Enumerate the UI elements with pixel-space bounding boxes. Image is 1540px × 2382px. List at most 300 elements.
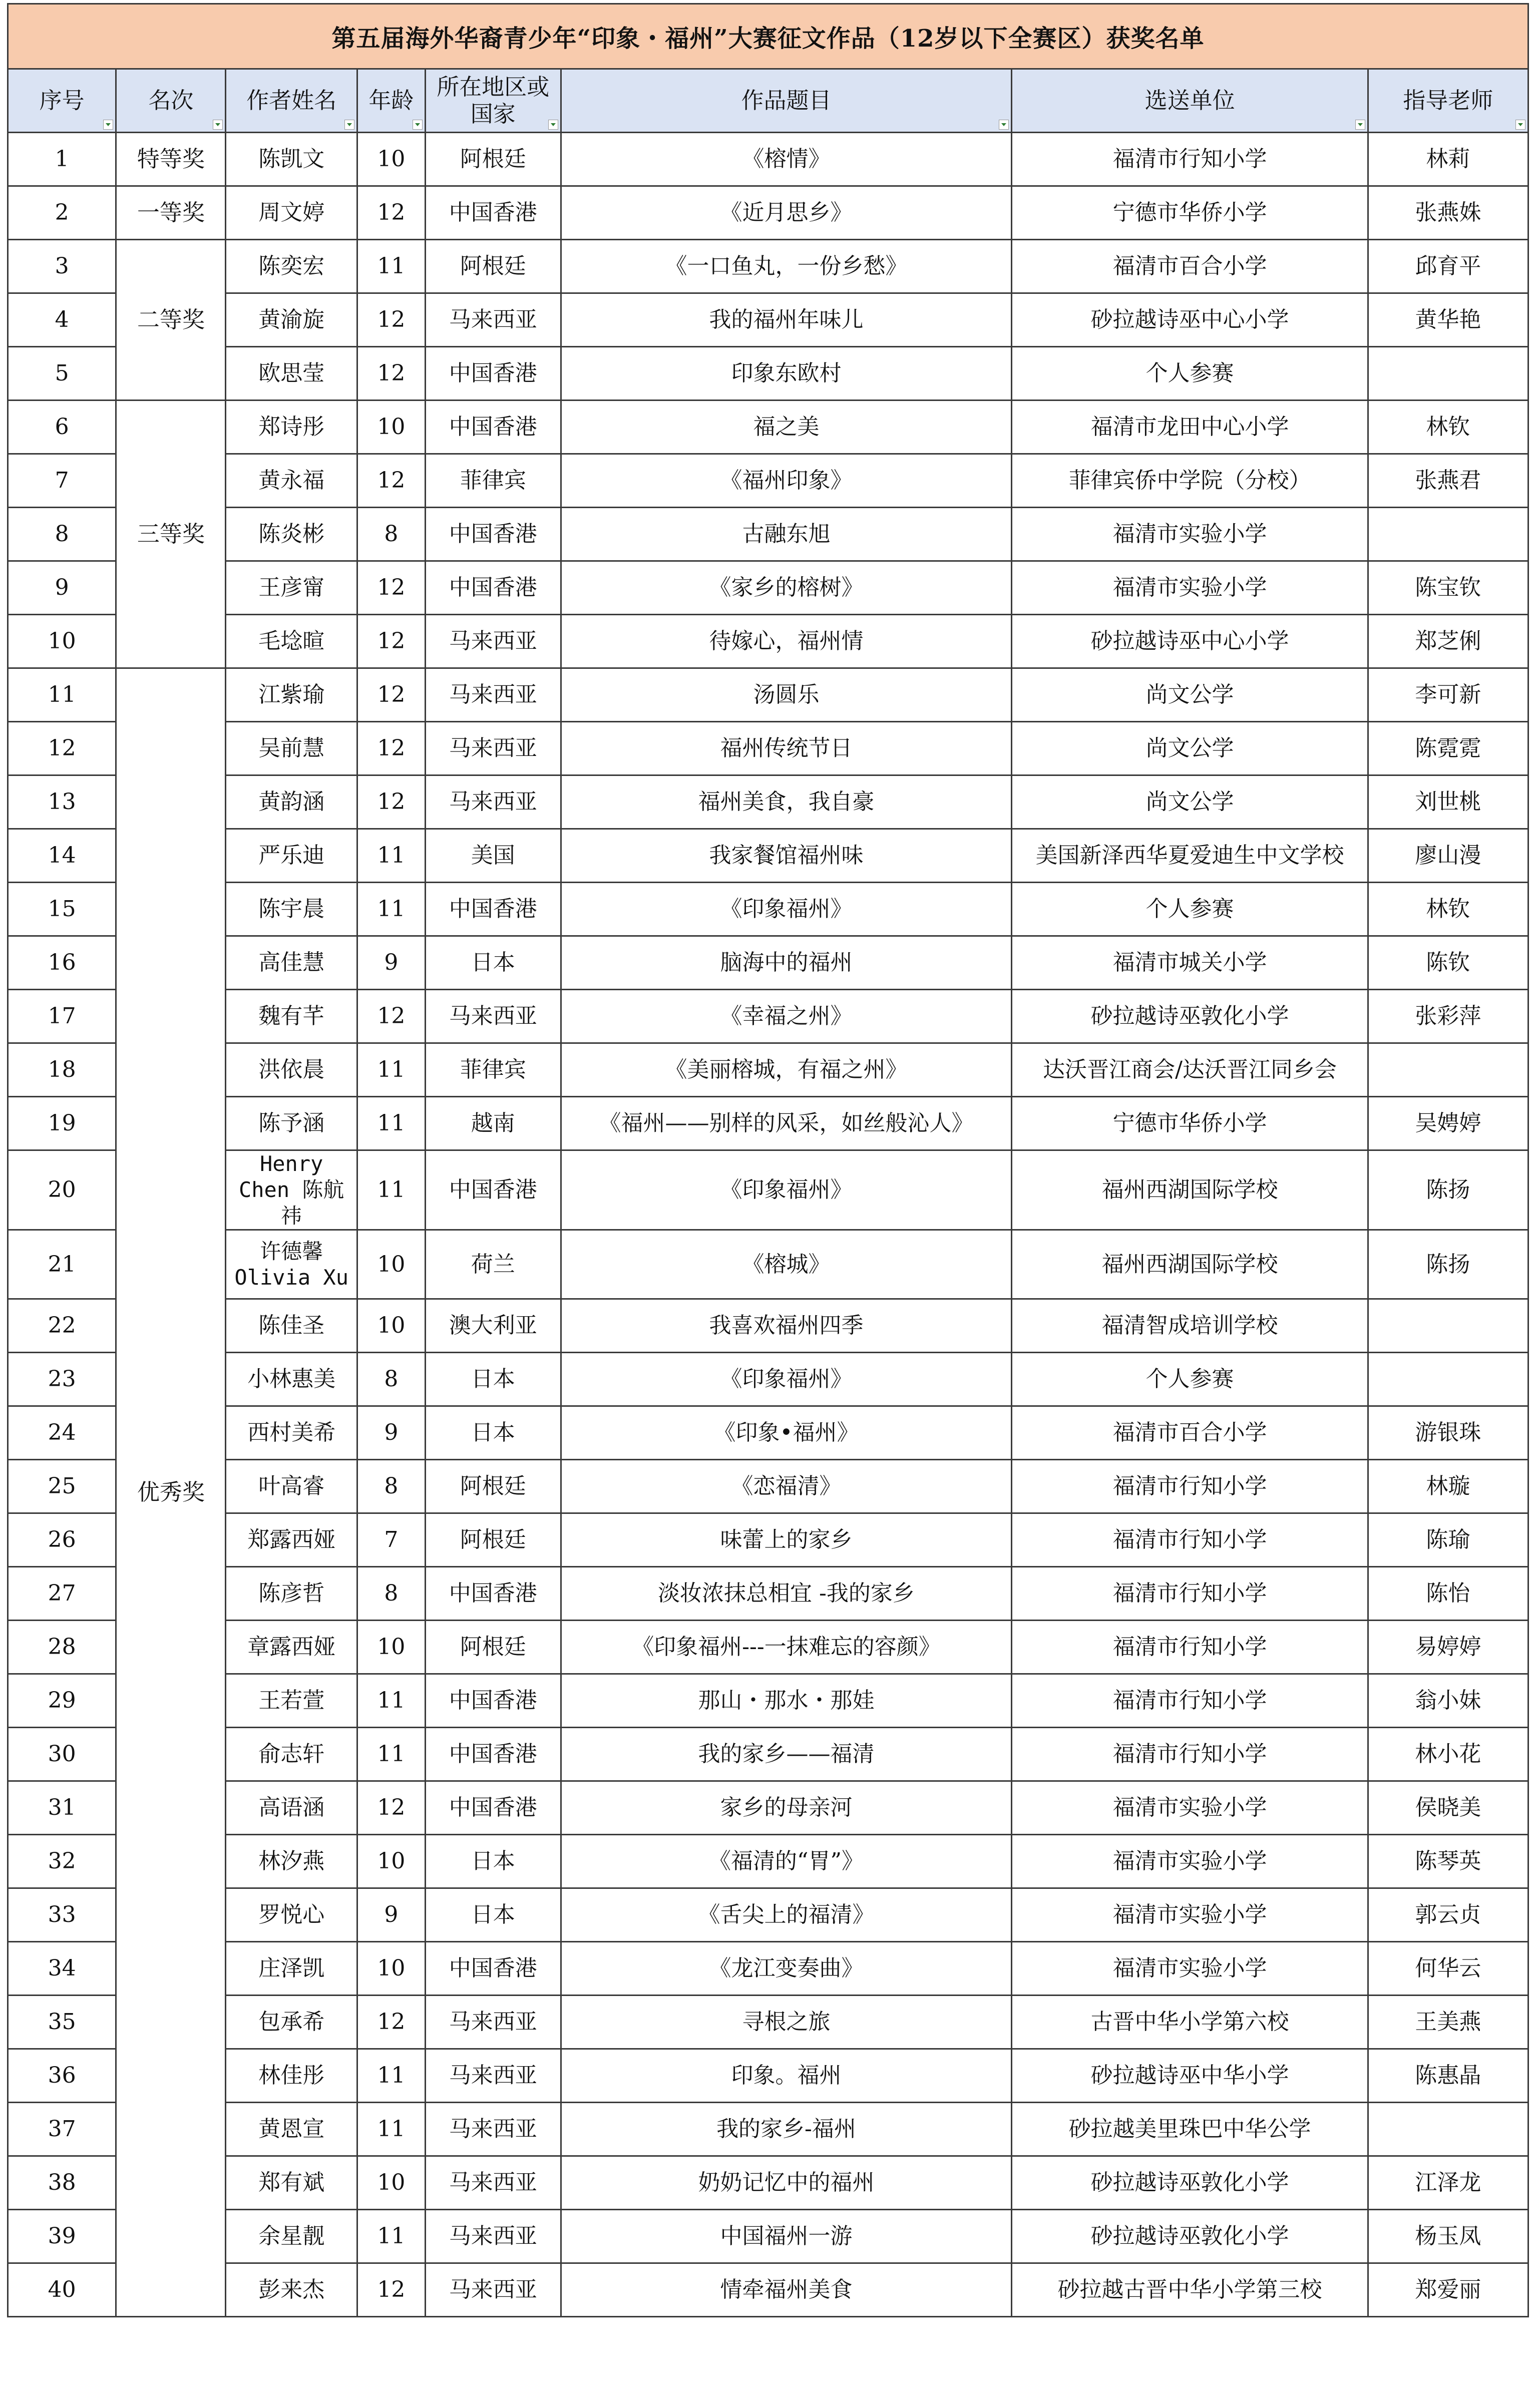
cell-unit: 福州西湖国际学校 <box>1012 1150 1368 1230</box>
table-row <box>8 615 1528 668</box>
cell-teacher: 游银珠 <box>1368 1406 1528 1460</box>
cell-age: 11 <box>357 829 425 883</box>
filter-dropdown-icon[interactable] <box>103 120 113 130</box>
cell-author-name: 魏有芊 <box>226 990 357 1043</box>
table-row <box>8 508 1528 561</box>
cell-age: 10 <box>357 1230 425 1299</box>
cell-number: 9 <box>8 561 116 615</box>
cell-number: 27 <box>8 1567 116 1621</box>
cell-region: 日本 <box>425 1406 561 1460</box>
col-header-number <box>8 69 116 133</box>
table-row <box>8 1942 1528 1996</box>
cell-author-name: 郑有斌 <box>226 2156 357 2210</box>
cell-work-title: 《印象•福州》 <box>561 1406 1012 1460</box>
cell-number: 33 <box>8 1888 116 1942</box>
cell-author-name: 陈凯文 <box>226 133 357 186</box>
cell-age: 12 <box>357 293 425 347</box>
cell-region: 中国香港 <box>425 347 561 401</box>
cell-author-name: 俞志轩 <box>226 1728 357 1781</box>
cell-age: 12 <box>357 615 425 668</box>
cell-number: 19 <box>8 1097 116 1150</box>
table-row <box>8 775 1528 829</box>
cell-region: 马来西亚 <box>425 2210 561 2263</box>
cell-unit: 达沃晋江商会/达沃晋江同乡会 <box>1012 1043 1368 1097</box>
cell-teacher: 何华云 <box>1368 1942 1528 1996</box>
cell-work-title: 福州美食，我自豪 <box>561 775 1012 829</box>
cell-number: 25 <box>8 1460 116 1513</box>
cell-unit: 福清市行知小学 <box>1012 1567 1368 1621</box>
cell-age: 11 <box>357 2103 425 2156</box>
cell-teacher <box>1368 347 1528 401</box>
cell-work-title: 福州传统节日 <box>561 722 1012 775</box>
cell-region: 马来西亚 <box>425 2263 561 2317</box>
table-row <box>8 240 1528 293</box>
table-row <box>8 2210 1528 2263</box>
filter-dropdown-icon[interactable] <box>1355 120 1365 130</box>
table-row <box>8 1150 1528 1230</box>
table-row <box>8 2156 1528 2210</box>
table-row <box>8 2103 1528 2156</box>
table-row <box>8 454 1528 508</box>
cell-teacher: 林小花 <box>1368 1728 1528 1781</box>
table-row <box>8 1888 1528 1942</box>
cell-unit: 福清市实验小学 <box>1012 561 1368 615</box>
cell-region: 马来西亚 <box>425 293 561 347</box>
col-header-region <box>425 69 561 133</box>
cell-work-title: 《榕情》 <box>561 133 1012 186</box>
table-row <box>8 293 1528 347</box>
cell-number: 11 <box>8 668 116 722</box>
cell-unit: 福清市行知小学 <box>1012 1513 1368 1567</box>
cell-work-title: 《印象福州---一抹难忘的容颜》 <box>561 1621 1012 1674</box>
cell-number: 26 <box>8 1513 116 1567</box>
cell-age: 12 <box>357 2263 425 2317</box>
cell-region: 中国香港 <box>425 1781 561 1835</box>
cell-teacher: 陈琴英 <box>1368 1835 1528 1888</box>
cell-author-name: 林佳彤 <box>226 2049 357 2103</box>
table-row <box>8 1353 1528 1406</box>
cell-unit: 古晋中华小学第六校 <box>1012 1996 1368 2049</box>
cell-unit: 个人参赛 <box>1012 1353 1368 1406</box>
cell-region: 澳大利亚 <box>425 1299 561 1353</box>
cell-author-name: 庄泽凯 <box>226 1942 357 1996</box>
cell-number: 21 <box>8 1230 116 1299</box>
cell-age: 11 <box>357 2049 425 2103</box>
cell-age: 10 <box>357 2156 425 2210</box>
cell-author-name: 郑诗彤 <box>226 401 357 454</box>
cell-unit: 福清市实验小学 <box>1012 1888 1368 1942</box>
filter-dropdown-icon[interactable] <box>999 120 1009 130</box>
cell-unit: 福清智成培训学校 <box>1012 1299 1368 1353</box>
cell-unit: 美国新泽西华夏爱迪生中文学校 <box>1012 829 1368 883</box>
filter-dropdown-icon[interactable] <box>213 120 223 130</box>
cell-teacher: 郭云贞 <box>1368 1888 1528 1942</box>
award-sheet <box>7 3 1529 2317</box>
table-row <box>8 990 1528 1043</box>
cell-age: 9 <box>357 936 425 990</box>
table-row <box>8 1097 1528 1150</box>
cell-work-title: 《福清的“胃”》 <box>561 1835 1012 1888</box>
col-header-teacher <box>1368 69 1528 133</box>
header-row <box>8 69 1528 133</box>
cell-region: 中国香港 <box>425 508 561 561</box>
table-row <box>8 401 1528 454</box>
cell-work-title: 《印象福州》 <box>561 1353 1012 1406</box>
cell-teacher: 邱育平 <box>1368 240 1528 293</box>
cell-unit: 砂拉越诗巫中心小学 <box>1012 615 1368 668</box>
cell-region: 中国香港 <box>425 401 561 454</box>
cell-author-name: 西村美希 <box>226 1406 357 1460</box>
cell-teacher: 易婷婷 <box>1368 1621 1528 1674</box>
cell-age: 11 <box>357 1097 425 1150</box>
cell-number: 7 <box>8 454 116 508</box>
cell-unit: 尚文公学 <box>1012 668 1368 722</box>
cell-region: 中国香港 <box>425 883 561 936</box>
cell-work-title: 福之美 <box>561 401 1012 454</box>
cell-age: 12 <box>357 454 425 508</box>
header-label: 指导老师 <box>1403 87 1493 114</box>
cell-teacher: 黄华艳 <box>1368 293 1528 347</box>
cell-teacher <box>1368 508 1528 561</box>
filter-dropdown-icon[interactable] <box>413 120 423 130</box>
cell-work-title: 待嫁心，福州情 <box>561 615 1012 668</box>
header-label: 序号 <box>39 87 85 114</box>
cell-number: 1 <box>8 133 116 186</box>
table-row <box>8 1513 1528 1567</box>
cell-author-name: 黄韵涵 <box>226 775 357 829</box>
col-header-rank <box>116 69 226 133</box>
cell-author-name: 高语涵 <box>226 1781 357 1835</box>
cell-work-title: 《恋福清》 <box>561 1460 1012 1513</box>
cell-number: 22 <box>8 1299 116 1353</box>
table-row <box>8 1043 1528 1097</box>
cell-work-title: 我喜欢福州四季 <box>561 1299 1012 1353</box>
cell-age: 11 <box>357 1728 425 1781</box>
cell-region: 菲律宾 <box>425 454 561 508</box>
cell-unit: 福清市行知小学 <box>1012 1460 1368 1513</box>
cell-number: 15 <box>8 883 116 936</box>
cell-number: 35 <box>8 1996 116 2049</box>
cell-age: 10 <box>357 1942 425 1996</box>
cell-unit: 砂拉越古晋中华小学第三校 <box>1012 2263 1368 2317</box>
table-row <box>8 186 1528 240</box>
cell-unit: 个人参赛 <box>1012 347 1368 401</box>
cell-author-name: 王若萱 <box>226 1674 357 1728</box>
cell-unit: 宁德市华侨小学 <box>1012 1097 1368 1150</box>
cell-unit: 砂拉越诗巫中华小学 <box>1012 2049 1368 2103</box>
cell-age: 12 <box>357 722 425 775</box>
cell-work-title: 古融东旭 <box>561 508 1012 561</box>
cell-work-title: 《龙江变奏曲》 <box>561 1942 1012 1996</box>
cell-work-title: 脑海中的福州 <box>561 936 1012 990</box>
header-label: 作者姓名 <box>246 87 337 114</box>
cell-region: 日本 <box>425 936 561 990</box>
cell-region: 日本 <box>425 1835 561 1888</box>
cell-work-title: 情牵福州美食 <box>561 2263 1012 2317</box>
filter-dropdown-icon[interactable] <box>1515 120 1525 130</box>
cell-work-title: 《福州印象》 <box>561 454 1012 508</box>
cell-author-name: 吴前慧 <box>226 722 357 775</box>
cell-teacher: 林璇 <box>1368 1460 1528 1513</box>
filter-dropdown-icon[interactable] <box>344 120 354 130</box>
table-row <box>8 1996 1528 2049</box>
cell-work-title: 印象。福州 <box>561 2049 1012 2103</box>
cell-number: 12 <box>8 722 116 775</box>
cell-unit: 砂拉越诗巫中心小学 <box>1012 293 1368 347</box>
cell-unit: 砂拉越诗巫敦化小学 <box>1012 2210 1368 2263</box>
cell-age: 10 <box>357 133 425 186</box>
cell-region: 中国香港 <box>425 561 561 615</box>
cell-author-name: 陈予涵 <box>226 1097 357 1150</box>
cell-work-title: 《家乡的榕树》 <box>561 561 1012 615</box>
cell-work-title: 味蕾上的家乡 <box>561 1513 1012 1567</box>
cell-region: 中国香港 <box>425 1567 561 1621</box>
table-row <box>8 1835 1528 1888</box>
cell-number: 34 <box>8 1942 116 1996</box>
cell-unit: 福清市百合小学 <box>1012 1406 1368 1460</box>
cell-teacher: 陈怡 <box>1368 1567 1528 1621</box>
cell-author-name: 王彦甯 <box>226 561 357 615</box>
cell-region: 马来西亚 <box>425 668 561 722</box>
cell-number: 2 <box>8 186 116 240</box>
cell-unit: 福清市实验小学 <box>1012 508 1368 561</box>
table-row <box>8 1674 1528 1728</box>
cell-age: 10 <box>357 401 425 454</box>
cell-unit: 福清市城关小学 <box>1012 936 1368 990</box>
cell-region: 阿根廷 <box>425 1513 561 1567</box>
cell-work-title: 《一口鱼丸，一份乡愁》 <box>561 240 1012 293</box>
table-row <box>8 1230 1528 1299</box>
cell-work-title: 《印象福州》 <box>561 883 1012 936</box>
cell-unit: 福清市实验小学 <box>1012 1942 1368 1996</box>
title-row <box>8 4 1528 69</box>
cell-unit: 福清市龙田中心小学 <box>1012 401 1368 454</box>
table-row <box>8 722 1528 775</box>
cell-region: 荷兰 <box>425 1230 561 1299</box>
cell-author-name: 周文婷 <box>226 186 357 240</box>
table-row <box>8 1781 1528 1835</box>
cell-region: 阿根廷 <box>425 133 561 186</box>
cell-author-name: 陈宇晨 <box>226 883 357 936</box>
table-row <box>8 1406 1528 1460</box>
cell-work-title: 汤圆乐 <box>561 668 1012 722</box>
table-row <box>8 347 1528 401</box>
cell-age: 11 <box>357 883 425 936</box>
cell-region: 越南 <box>425 1097 561 1150</box>
cell-region: 中国香港 <box>425 1728 561 1781</box>
cell-author-name: 陈彦哲 <box>226 1567 357 1621</box>
cell-unit: 福清市百合小学 <box>1012 240 1368 293</box>
cell-age: 12 <box>357 561 425 615</box>
table-row <box>8 668 1528 722</box>
cell-number: 23 <box>8 1353 116 1406</box>
award-table <box>7 3 1529 2317</box>
cell-number: 18 <box>8 1043 116 1097</box>
cell-age: 12 <box>357 347 425 401</box>
cell-number: 17 <box>8 990 116 1043</box>
cell-teacher: 江泽龙 <box>1368 2156 1528 2210</box>
cell-work-title: 《近月思乡》 <box>561 186 1012 240</box>
cell-region: 马来西亚 <box>425 1996 561 2049</box>
cell-number: 10 <box>8 615 116 668</box>
cell-unit: 尚文公学 <box>1012 722 1368 775</box>
cell-work-title: 寻根之旅 <box>561 1996 1012 2049</box>
cell-teacher: 张燕姝 <box>1368 186 1528 240</box>
cell-number: 38 <box>8 2156 116 2210</box>
cell-teacher: 翁小妹 <box>1368 1674 1528 1728</box>
cell-teacher: 陈霓霓 <box>1368 722 1528 775</box>
col-header-unit <box>1012 69 1368 133</box>
cell-number: 16 <box>8 936 116 990</box>
cell-unit: 福清市行知小学 <box>1012 1621 1368 1674</box>
table-row <box>8 1728 1528 1781</box>
cell-number: 14 <box>8 829 116 883</box>
cell-work-title: 《福州——别样的风采，如丝般沁人》 <box>561 1097 1012 1150</box>
cell-unit: 福清市实验小学 <box>1012 1835 1368 1888</box>
cell-unit: 福清市行知小学 <box>1012 1728 1368 1781</box>
cell-award-rank: 优秀奖 <box>116 668 226 2317</box>
cell-author-name: 陈炎彬 <box>226 508 357 561</box>
cell-number: 29 <box>8 1674 116 1728</box>
cell-work-title: 印象东欧村 <box>561 347 1012 401</box>
header-label: 选送单位 <box>1144 87 1235 114</box>
cell-teacher: 郑爱丽 <box>1368 2263 1528 2317</box>
cell-region: 日本 <box>425 1353 561 1406</box>
cell-teacher: 陈惠晶 <box>1368 2049 1528 2103</box>
cell-region: 美国 <box>425 829 561 883</box>
cell-award-rank: 三等奖 <box>116 401 226 668</box>
cell-award-rank: 特等奖 <box>116 133 226 186</box>
cell-teacher <box>1368 2103 1528 2156</box>
cell-age: 8 <box>357 1353 425 1406</box>
cell-age: 9 <box>357 1406 425 1460</box>
cell-author-name: 毛埝暄 <box>226 615 357 668</box>
cell-teacher: 吴娉婷 <box>1368 1097 1528 1150</box>
cell-author-name: Henry Chen 陈航祎 <box>226 1150 357 1230</box>
cell-work-title: 我的家乡-福州 <box>561 2103 1012 2156</box>
col-header-author <box>226 69 357 133</box>
cell-author-name: 郑露西娅 <box>226 1513 357 1567</box>
header-label: 名次 <box>148 87 194 114</box>
cell-region: 马来西亚 <box>425 2049 561 2103</box>
cell-region: 马来西亚 <box>425 722 561 775</box>
cell-teacher <box>1368 1353 1528 1406</box>
table-row <box>8 1299 1528 1353</box>
cell-author-name: 余星靓 <box>226 2210 357 2263</box>
sheet-title: 第五届海外华裔青少年“印象・福州”大赛征文作品（12岁以下全赛区）获奖名单 <box>8 4 1528 69</box>
cell-age: 12 <box>357 1781 425 1835</box>
cell-region: 菲律宾 <box>425 1043 561 1097</box>
header-label: 年龄 <box>368 87 414 114</box>
cell-teacher: 林莉 <box>1368 133 1528 186</box>
cell-number: 3 <box>8 240 116 293</box>
cell-author-name: 叶高睿 <box>226 1460 357 1513</box>
cell-age: 8 <box>357 1460 425 1513</box>
cell-work-title: 《美丽榕城，有福之州》 <box>561 1043 1012 1097</box>
cell-author-name: 许德馨Olivia Xu <box>226 1230 357 1299</box>
cell-age: 11 <box>357 240 425 293</box>
cell-age: 10 <box>357 1299 425 1353</box>
cell-teacher: 杨玉凤 <box>1368 2210 1528 2263</box>
cell-number: 31 <box>8 1781 116 1835</box>
cell-teacher: 刘世桃 <box>1368 775 1528 829</box>
cell-age: 8 <box>357 508 425 561</box>
cell-author-name: 彭来杰 <box>226 2263 357 2317</box>
cell-work-title: 淡妆浓抹总相宜 -我的家乡 <box>561 1567 1012 1621</box>
cell-unit: 尚文公学 <box>1012 775 1368 829</box>
cell-age: 12 <box>357 990 425 1043</box>
cell-age: 7 <box>357 1513 425 1567</box>
cell-region: 阿根廷 <box>425 1460 561 1513</box>
cell-number: 40 <box>8 2263 116 2317</box>
table-row <box>8 2263 1528 2317</box>
cell-age: 12 <box>357 668 425 722</box>
cell-author-name: 陈佳圣 <box>226 1299 357 1353</box>
cell-number: 39 <box>8 2210 116 2263</box>
cell-age: 11 <box>357 1674 425 1728</box>
table-row <box>8 1621 1528 1674</box>
header-label: 所在地区或国家 <box>437 74 550 127</box>
cell-teacher: 郑芝俐 <box>1368 615 1528 668</box>
cell-work-title: 我的福州年味儿 <box>561 293 1012 347</box>
cell-author-name: 小林惠美 <box>226 1353 357 1406</box>
col-header-title <box>561 69 1012 133</box>
cell-region: 马来西亚 <box>425 775 561 829</box>
cell-teacher: 廖山漫 <box>1368 829 1528 883</box>
cell-number: 8 <box>8 508 116 561</box>
cell-age: 12 <box>357 775 425 829</box>
cell-unit: 宁德市华侨小学 <box>1012 186 1368 240</box>
cell-award-rank: 一等奖 <box>116 186 226 240</box>
cell-region: 中国香港 <box>425 1150 561 1230</box>
cell-region: 中国香港 <box>425 186 561 240</box>
cell-region: 中国香港 <box>425 1674 561 1728</box>
cell-region: 日本 <box>425 1888 561 1942</box>
cell-number: 4 <box>8 293 116 347</box>
cell-author-name: 欧思莹 <box>226 347 357 401</box>
cell-teacher: 陈扬 <box>1368 1230 1528 1299</box>
cell-age: 10 <box>357 1621 425 1674</box>
cell-teacher: 陈瑜 <box>1368 1513 1528 1567</box>
cell-age: 12 <box>357 186 425 240</box>
cell-unit: 菲律宾侨中学院（分校） <box>1012 454 1368 508</box>
cell-number: 5 <box>8 347 116 401</box>
cell-teacher <box>1368 1043 1528 1097</box>
cell-region: 中国香港 <box>425 1942 561 1996</box>
cell-teacher <box>1368 1299 1528 1353</box>
cell-teacher: 李可新 <box>1368 668 1528 722</box>
filter-dropdown-icon[interactable] <box>548 120 558 130</box>
cell-unit: 个人参赛 <box>1012 883 1368 936</box>
cell-teacher: 侯晓美 <box>1368 1781 1528 1835</box>
table-row <box>8 936 1528 990</box>
cell-age: 11 <box>357 1043 425 1097</box>
cell-age: 12 <box>357 1996 425 2049</box>
cell-teacher: 张彩萍 <box>1368 990 1528 1043</box>
cell-number: 30 <box>8 1728 116 1781</box>
table-row <box>8 1460 1528 1513</box>
cell-author-name: 高佳慧 <box>226 936 357 990</box>
cell-work-title: 中国福州一游 <box>561 2210 1012 2263</box>
cell-age: 9 <box>357 1888 425 1942</box>
col-header-age <box>357 69 425 133</box>
cell-work-title: 《幸福之州》 <box>561 990 1012 1043</box>
cell-work-title: 《印象福州》 <box>561 1150 1012 1230</box>
cell-number: 32 <box>8 1835 116 1888</box>
cell-number: 24 <box>8 1406 116 1460</box>
cell-author-name: 罗悦心 <box>226 1888 357 1942</box>
cell-unit: 福清市行知小学 <box>1012 133 1368 186</box>
